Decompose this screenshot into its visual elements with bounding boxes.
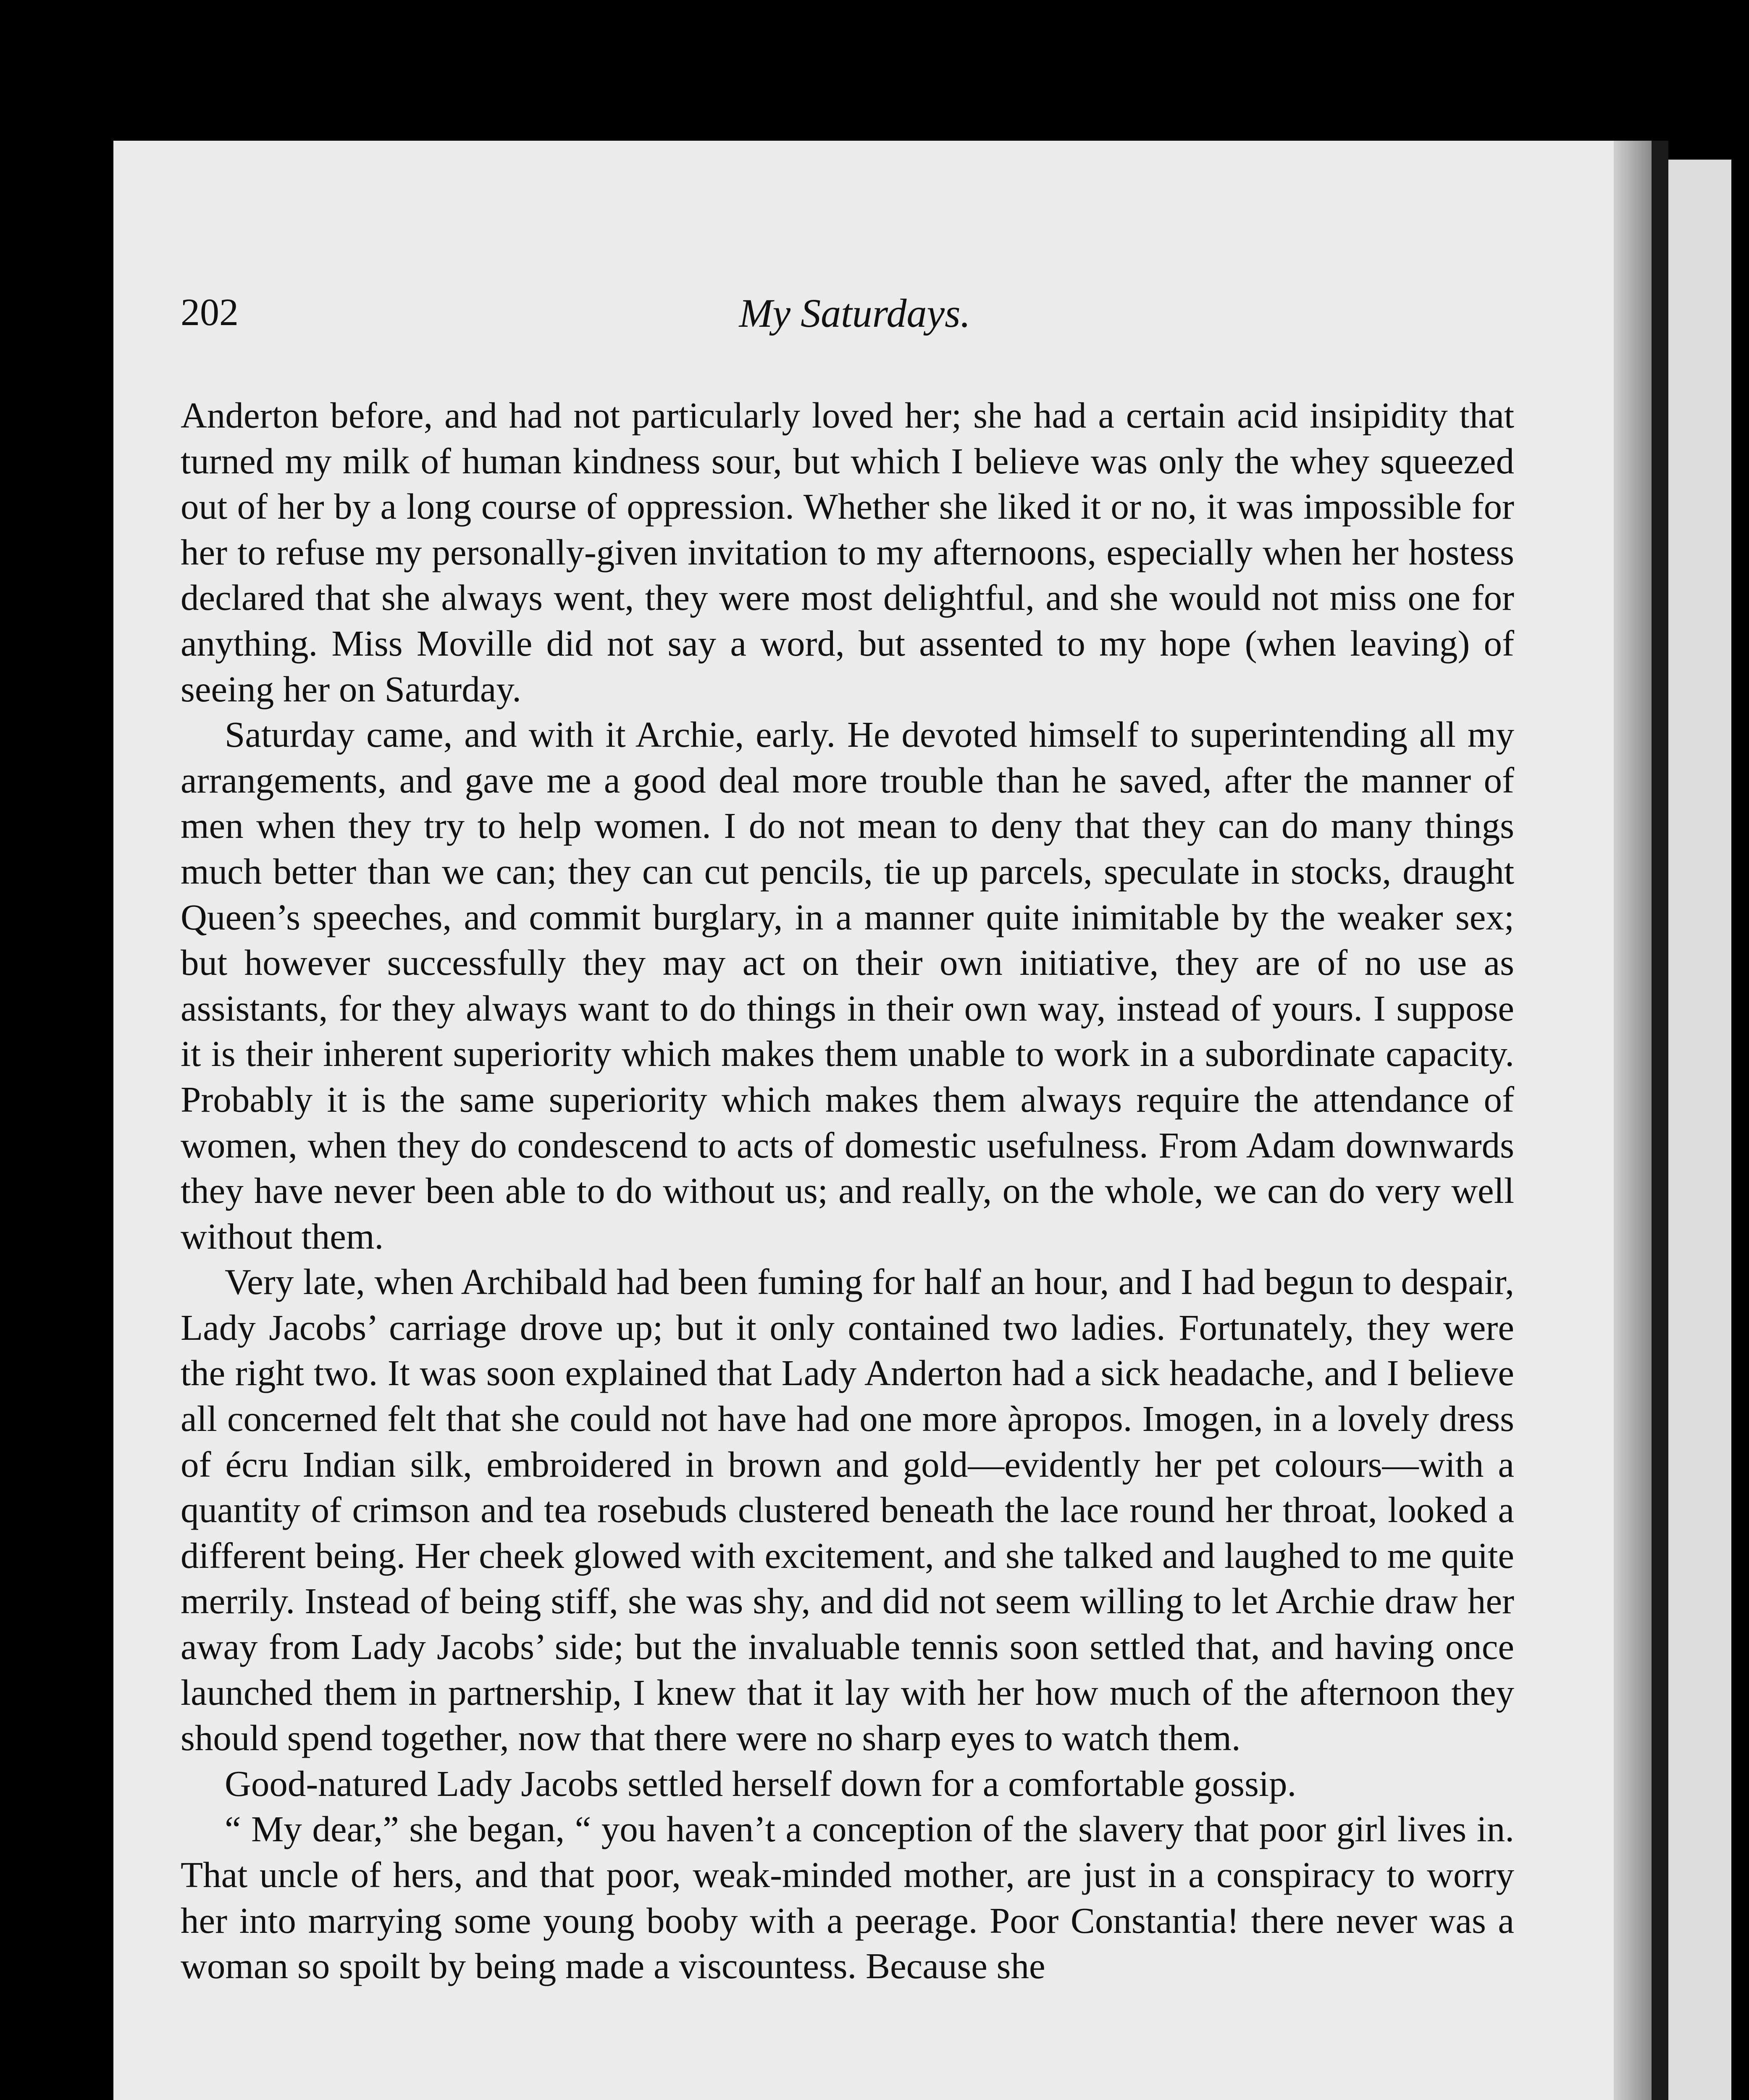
- page-gutter-shadow: [1614, 141, 1652, 2100]
- paragraph: Anderton before, and had not particularly loved her; she had a certain acid insipidity that turned my milk of human kindness sour, but which I believe was only the whey squeezed out of her by a long course of oppression. Whether she liked it or no, it was impossible for her to refuse my personally-given invitation to my afternoons, especially when her hostess declared that she always went, they were most delightful, and she would not miss one for anything. Miss Moville did not say a word, but assented to my hope (when leaving) of seeing her on Saturday.: [181, 395, 1514, 709]
- paragraph: Saturday came, and with it Archie, early. He devoted himself to superintending all my arrangements, and gave me a good deal more trouble than he saved, after the manner of men when they try to help women. I do not mean to deny that they can do many things much better than we can; they can cut pencils, tie up parcels, speculate in stocks, draught Queen’s speeches, and commit burglary, in a manner quite inimitable by the weaker sex; but however successfully they may act on their own initiative, they are of no use as assistants, for they always want to do things in their own way, instead of yours. I suppose it is their inherent superiority which makes them unable to work in a subordinate capacity. Probably it is the same superiority which makes them always require the attendance of women, when they do condescend to acts of domestic usefulness. From Adam downwards they have never been able to do without us; and really, on the whole, we can do very well without them.: [181, 714, 1514, 1257]
- page-number: 202: [181, 291, 239, 333]
- facing-page-edge: [1668, 160, 1731, 2100]
- book-spine: [1652, 141, 1668, 2100]
- paragraph: Good-natured Lady Jacobs settled herself down for a comfortable gossip.: [225, 1763, 1297, 1804]
- paragraph: “ My dear,” she began, “ you haven’t a conception of the slavery that poor girl lives in. That uncle of hers, and that poor, weak-minded mother, are just in a conspiracy to worry her into marrying some young booby with a peerage. Poor Constantia! there never was a woman so spoilt by being made a viscountess. Because she: [181, 1809, 1514, 1987]
- page-header: [181, 290, 1529, 344]
- running-title: My Saturdays.: [739, 291, 971, 336]
- body-text: [181, 393, 1514, 1989]
- paragraph: Very late, when Archibald had been fuming for half an hour, and I had begun to despair, Lady Jacobs’ carriage drove up; but it only contained two ladies. Fortunately, they were the right two. It was soon explained that Lady Anderton had a sick headache, and I believe all concerned felt that she could not have had one more àpropos. Imogen, in a lovely dress of écru Indian silk, embroidered in brown and gold—evidently her pet colours—with a quantity of crimson and tea rosebuds clustered beneath the lace round her throat, looked a different being. Her cheek glowed with excitement, and she talked and laughed to me quite merrily. Instead of being stiff, she was shy, and did not seem willing to let Archie draw her away from Lady Jacobs’ side; but the invaluable tennis soon settled that, and having once launched them in partnership, I knew that it lay with her how much of the afternoon they should spend together, now that there were no sharp eyes to watch them.: [181, 1261, 1514, 1759]
